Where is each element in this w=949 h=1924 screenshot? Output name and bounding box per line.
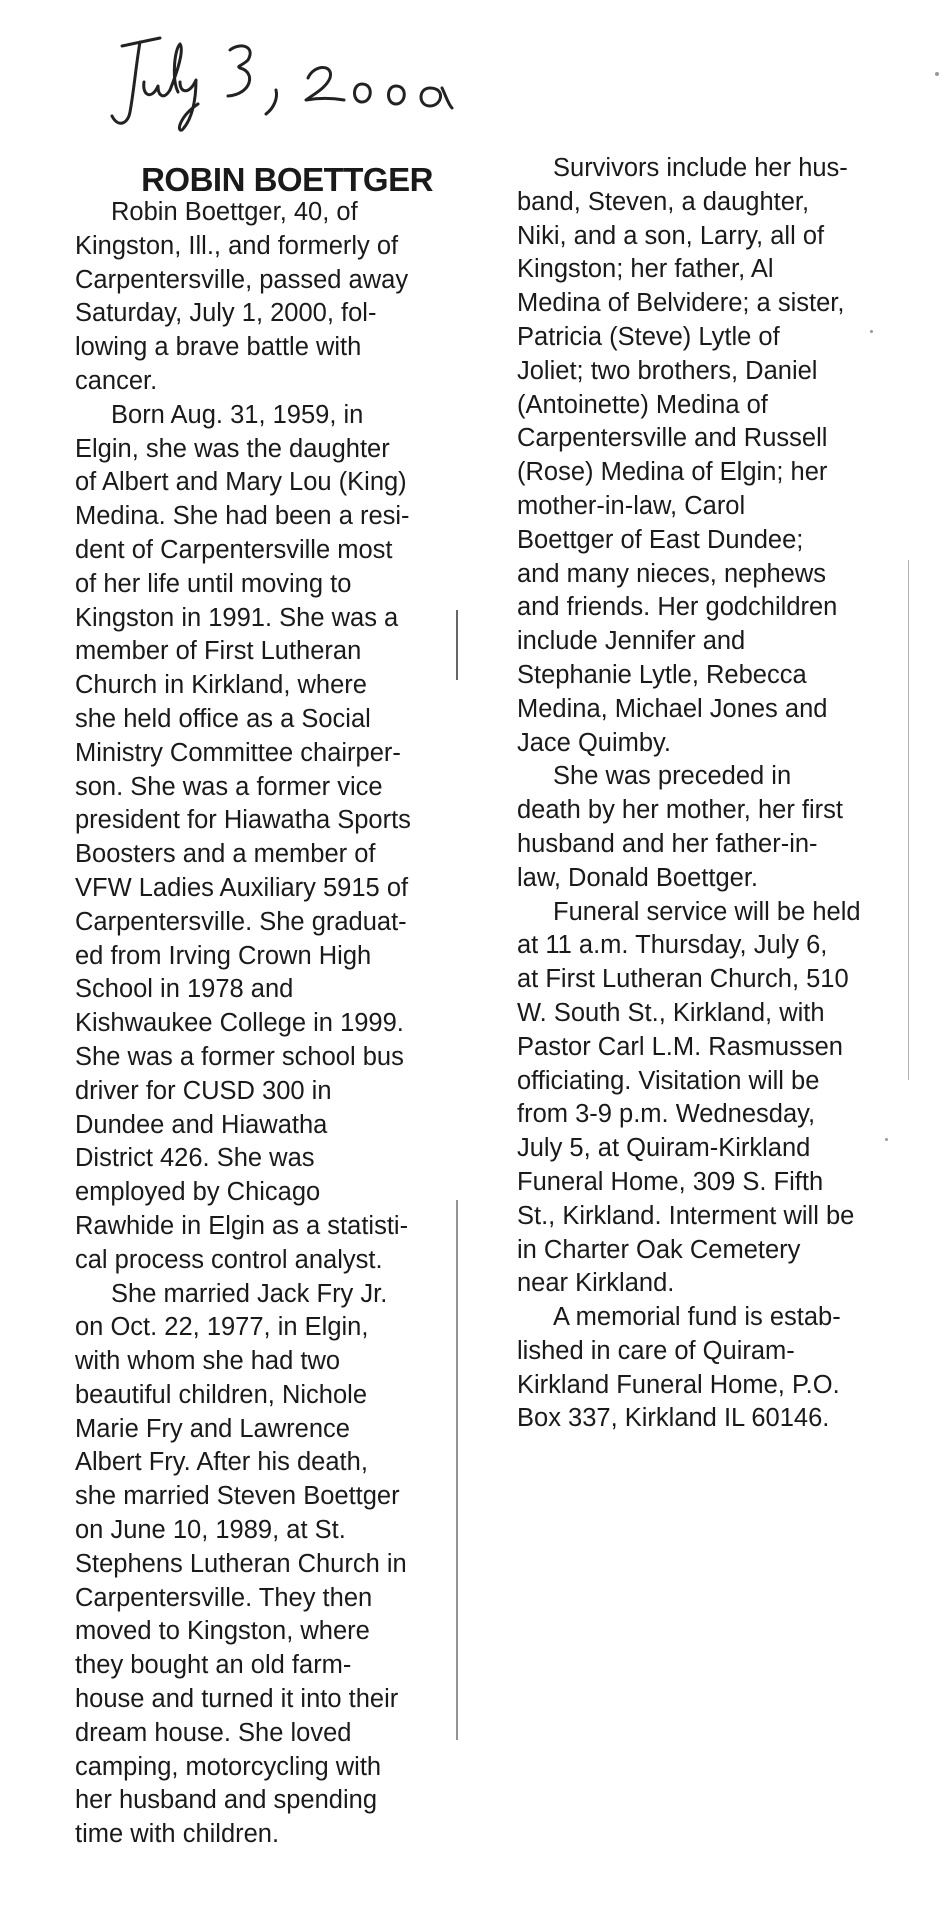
obituary-line: Albert Fry. After his death,	[75, 1448, 368, 1477]
obituary-line: (Rose) Medina of Elgin; her	[517, 458, 828, 487]
obituary-line: they bought an old farm-	[75, 1651, 352, 1680]
obituary-line: she held office as a Social	[75, 704, 371, 733]
obituary-line: lished in care of Quiram-	[517, 1336, 795, 1365]
obituary-line: she married Steven Boettger	[75, 1482, 400, 1511]
obituary-line: July 5, at Quiram-Kirkland	[517, 1134, 811, 1163]
obituary-line: Medina, Michael Jones and	[517, 694, 828, 723]
obituary-line: Medina. She had been a resi-	[75, 502, 410, 531]
obituary-line: of her life until moving to	[75, 569, 352, 598]
obituary-line: W. South St., Kirkland, with	[517, 998, 825, 1027]
obituary-line: band, Steven, a daughter,	[517, 187, 810, 216]
obituary-line: in Charter Oak Cemetery	[517, 1235, 801, 1264]
obituary-line: with whom she had two	[75, 1347, 341, 1376]
obituary-line: cal process control analyst.	[75, 1245, 383, 1274]
obituary-line: Saturday, July 1, 2000, fol-	[75, 299, 377, 328]
scan-edge-mark	[908, 560, 909, 1080]
obituary-line: ed from Irving Crown High	[75, 941, 372, 970]
obituary-line: She was a former school bus	[75, 1042, 404, 1071]
obituary-line: Kishwaukee College in 1999.	[75, 1009, 404, 1038]
obituary-line: and friends. Her godchildren	[517, 593, 838, 622]
handwritten-date	[100, 20, 480, 140]
obituary-line: Church in Kirkland, where	[75, 671, 367, 700]
obituary-line: Carpentersville. They then	[75, 1583, 373, 1612]
obituary-line: mother-in-law, Carol	[517, 491, 746, 520]
obituary-line: Kingston; her father, Al	[517, 255, 774, 284]
obituary-line: District 426. She was	[75, 1144, 315, 1173]
obituary-line: Pastor Carl L.M. Rasmussen	[517, 1032, 843, 1061]
obituary-line: house and turned it into their	[75, 1685, 399, 1714]
obituary-line: husband and her father-in-	[517, 829, 818, 858]
obituary-line: and many nieces, nephews	[517, 559, 827, 588]
obituary-line: VFW Ladies Auxiliary 5915 of	[75, 873, 409, 902]
obituary-line: dream house. She loved	[75, 1718, 352, 1747]
obituary-line: law, Donald Boettger.	[517, 863, 758, 892]
obituary-line: member of First Lutheran	[75, 637, 362, 666]
obituary-line: Box 337, Kirkland IL 60146.	[517, 1404, 830, 1433]
obituary-line: Carpentersville and Russell	[517, 424, 828, 453]
obituary-headline: ROBIN BOETTGER	[141, 161, 433, 198]
obituary-line: Elgin, she was the daughter	[75, 434, 390, 463]
obituary-line: Niki, and a son, Larry, all of	[517, 221, 825, 250]
obituary-line: Stephens Lutheran Church in	[75, 1549, 407, 1578]
obituary-line: moved to Kingston, where	[75, 1617, 370, 1646]
obituary-line: dent of Carpentersville most	[75, 535, 393, 564]
obituary-line: Jace Quimby.	[517, 728, 671, 757]
obituary-line: of Albert and Mary Lou (King)	[75, 468, 407, 497]
obituary-line: Dundee and Hiawatha	[75, 1110, 328, 1139]
obituary-column-right	[517, 152, 861, 1436]
obituary-line: Kingston in 1991. She was a	[75, 603, 399, 632]
obituary-line: Boettger of East Dundee;	[517, 525, 804, 554]
obituary-line: president for Hiawatha Sports	[75, 806, 411, 835]
obituary-line: Ministry Committee chairper-	[75, 738, 401, 767]
obituary-line: (Antoinette) Medina of	[517, 390, 768, 419]
column-divider	[456, 1200, 458, 1740]
obituary-line: at First Lutheran Church, 510	[517, 965, 849, 994]
obituary-line: Kingston, Ill., and formerly of	[75, 231, 399, 260]
obituary-line: Funeral Home, 309 S. Fifth	[517, 1167, 824, 1196]
obituary-line: Robin Boettger, 40, of	[111, 198, 358, 226]
handwritten-date-signature	[100, 20, 480, 140]
obituary-line: on Oct. 22, 1977, in Elgin,	[75, 1313, 369, 1342]
obituary-line: St., Kirkland. Interment will be	[517, 1201, 855, 1230]
obituary-line: Stephanie Lytle, Rebecca	[517, 660, 807, 689]
obituary-line: on June 10, 1989, at St.	[75, 1516, 346, 1545]
obituary-line: from 3-9 p.m. Wednesday,	[517, 1100, 816, 1129]
obituary-line: beautiful children, Nichole	[75, 1380, 368, 1409]
obituary-line: at 11 a.m. Thursday, July 6,	[517, 931, 828, 960]
obituary-line: She married Jack Fry Jr.	[111, 1279, 388, 1308]
obituary-line: Born Aug. 31, 1959, in	[111, 400, 364, 429]
obituary-line: son. She was a former vice	[75, 772, 383, 801]
obituary-line: include Jennifer and	[517, 627, 746, 656]
scan-speck	[870, 330, 873, 333]
obituary-line: cancer.	[75, 366, 158, 395]
obituary-line: driver for CUSD 300 in	[75, 1076, 332, 1105]
obituary-line: time with children.	[75, 1820, 280, 1849]
obituary-line: Kirkland Funeral Home, P.O.	[517, 1370, 840, 1399]
obituary-line: School in 1978 and	[75, 975, 294, 1004]
obituary-line: Survivors include her hus-	[553, 154, 848, 182]
column-divider	[456, 610, 458, 680]
obituary-line: officiating. Visitation will be	[517, 1066, 820, 1095]
obituary-line: Carpentersville. She graduat-	[75, 907, 407, 936]
obituary-line: A memorial fund is estab-	[553, 1303, 841, 1332]
obituary-column-left	[75, 196, 411, 1852]
scan-speck	[885, 1138, 888, 1141]
obituary-line: Rawhide in Elgin as a statisti-	[75, 1211, 409, 1240]
obituary-line: Carpentersville, passed away	[75, 265, 409, 294]
obituary-line: Funeral service will be held	[553, 897, 861, 926]
obituary-line: Medina of Belvidere; a sister,	[517, 289, 845, 318]
obituary-line: Marie Fry and Lawrence	[75, 1414, 350, 1443]
obituary-line: lowing a brave battle with	[75, 333, 362, 362]
obituary-line: near Kirkland.	[517, 1269, 675, 1298]
obituary-line: camping, motorcycling with	[75, 1752, 382, 1781]
obituary-line: She was preceded in	[553, 762, 792, 791]
scan-speck	[935, 72, 939, 76]
obituary-line: Boosters and a member of	[75, 840, 376, 869]
obituary-line: her husband and spending	[75, 1786, 378, 1815]
obituary-line: death by her mother, her first	[517, 796, 843, 825]
obituary-line: Joliet; two brothers, Daniel	[517, 356, 818, 385]
obituary-line: employed by Chicago	[75, 1178, 321, 1207]
obituary-line: Patricia (Steve) Lytle of	[517, 322, 780, 351]
